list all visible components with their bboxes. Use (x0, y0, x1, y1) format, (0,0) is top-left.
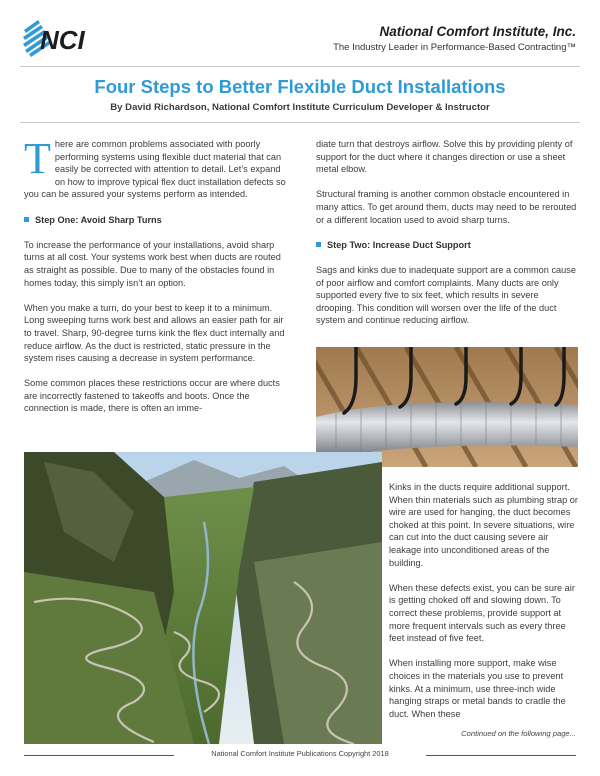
step-one-paragraph-2: When you make a turn, do your best to keep it to a minimum. Long sweeping turns work best and allows an easier path for air to travel. Sharp, 90-degree turns kink the flex duct internally and reduce airflow. As the duct is restricted, static pressure in the system rises causing a decrease in system performance. (24, 302, 285, 364)
intro-paragraph (24, 134, 286, 201)
step-one-paragraph-4: diate turn that destroys airflow. Solve this by providing plenty of support for the duct where it changes direction or use a sheet metal elbow. (316, 139, 573, 175)
step-two-paragraph-2: Kinks in the ducts require additional support. When thin materials such as plumbing strap or wire are used for hanging, the duct becomes choked at this point. In severe situations, wire can cut into the duct causing severe air leakage into unconditioned areas of the building. (389, 482, 578, 568)
step-one-paragraph-1: To increase the performance of your installations, avoid sharp turns at all cost. Your systems work best when ducts are routed as straight as possible. Due to many of the obstacles found in homes today, this simply isn’t an option. (24, 239, 281, 288)
step-one-paragraph-5: Structural framing is another common obstacle encountered in many attics. To get around them, ducts may need to be rerouted or a different location used to avoid sharp turns. (316, 189, 577, 225)
step-two-paragraph-1: Sags and kinks due to inadequate support are a common cause of poor airflow and comfort complaints. Many ducts are only supported every five to six feet, which results in severe drooping. This condition will worsen over the life of the duct system and continue reducing airflow. (316, 264, 576, 326)
company-tagline: The Industry Leader in Performance-Based Contracting™ (333, 42, 576, 53)
right-column-lower (389, 481, 579, 733)
header-divider (20, 66, 580, 67)
article-byline: By David Richardson, National Comfort Institute Curriculum Developer & Instructor (110, 102, 490, 113)
title-divider (20, 122, 580, 123)
step-two-paragraph-4: When installing more support, make wise choices in the materials you use to prevent kinks. At a minimum, use three-inch wide hanging straps or metal bands to cradle the duct. When these (389, 658, 566, 719)
step-one-heading: Step One: Avoid Sharp Turns (24, 214, 286, 227)
intro-text: here are common problems associated with poorly performing systems using flexible duct material that can easily be corrected with attention to detail. Let’s expand on how to improve typical flex duct installation defects so you can be assured your systems perform as intended. (24, 139, 286, 200)
article-title: Four Steps to Better Flexible Duct Installations (94, 76, 506, 97)
flex-duct-photo (316, 347, 578, 467)
footer (24, 749, 576, 761)
right-column (316, 138, 578, 340)
square-bullet-icon (316, 242, 321, 247)
continued-note: Continued on the following page... (461, 729, 576, 738)
logo-text: NCI (40, 25, 85, 55)
step-one-paragraph-3: Some common places these restrictions occur are where ducts are incorrectly fastened to takeoffs and boots. Once the connection is made, there is often an imme- (24, 378, 280, 414)
drop-cap: T (24, 134, 51, 183)
nci-logo (20, 16, 112, 60)
step-two-heading: Step Two: Increase Duct Support (316, 239, 578, 252)
mountain-road-photo (24, 452, 382, 744)
square-bullet-icon (24, 217, 29, 222)
step-two-paragraph-3: When these defects exist, you can be sure air is getting choked off and slowing down. To correct these problems, provide support at more frequent intervals such as every three feet instead of five feet. (389, 582, 575, 644)
copyright-text: National Comfort Institute Publications Copyright 2018 (205, 749, 394, 758)
left-column (24, 134, 286, 428)
company-name: National Comfort Institute, Inc. (379, 24, 576, 39)
